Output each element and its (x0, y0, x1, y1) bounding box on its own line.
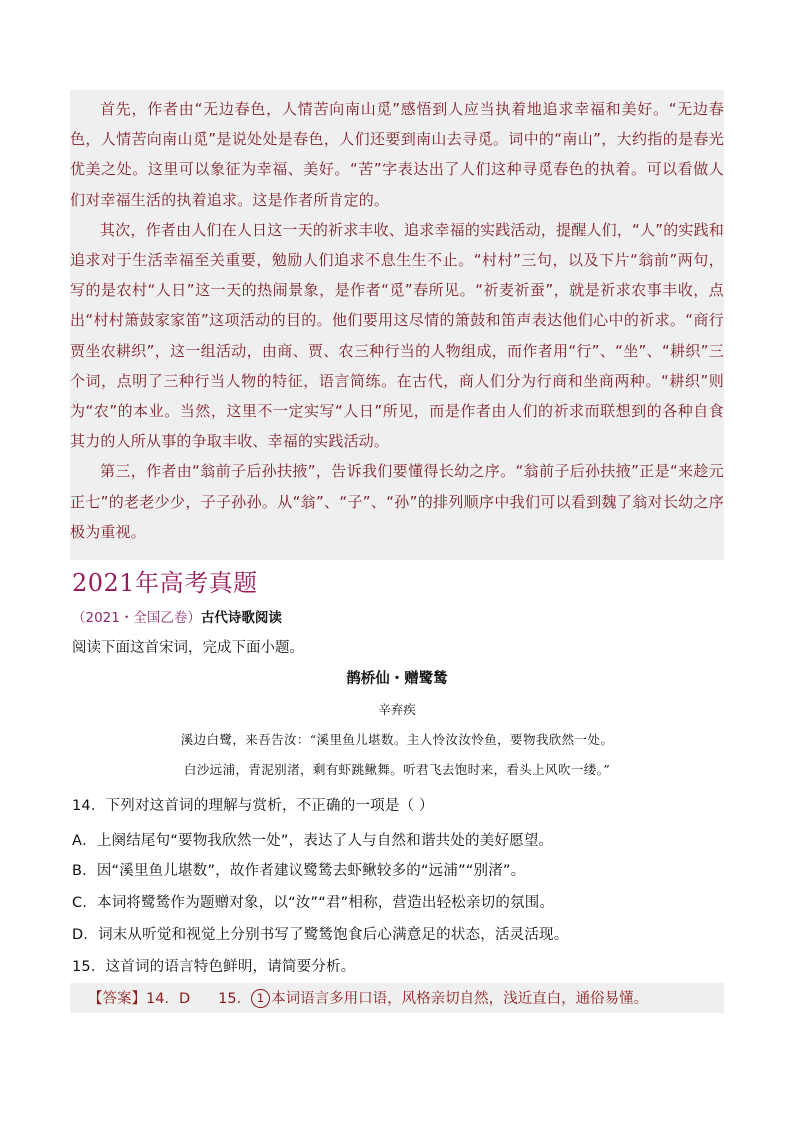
question-source-line (72, 606, 282, 626)
question-14-stem: 14．下列对这首词的理解与赏析，不正确的一项是（ ） (72, 798, 434, 814)
answer-box (70, 983, 724, 1013)
question-instruction: 阅读下面这首宋词，完成下面小题。 (72, 640, 304, 656)
answer-line (88, 987, 648, 1008)
poem-line-1: 溪边白鹭，来吾告汝：“溪里鱼儿堪数。主人怜汝汝怜鱼，要物我欣然一处。 (180, 732, 614, 747)
question-source: （2021・全国乙卷） (72, 610, 201, 626)
poem-line-2: 白沙远浦，青泥别渚，剩有虾跳鳅舞。听君飞去饱时来，看头上风吹一缕。” (183, 762, 611, 777)
poem-author: 辛弃疾 (378, 702, 416, 717)
question-15-stem: 15．这首词的语言特色鲜明，请简要分析。 (72, 959, 356, 975)
question-14-option-d: D．词末从听觉和视觉上分别书写了鹭鸶饱食后心满意足的状态，活灵活现。 (72, 927, 569, 943)
analysis-paragraph-3: 第三，作者由“翁前子后孙扶掖”，告诉我们要懂得长幼之序。“翁前子后孙扶掖”正是“来趁元正七”的老老少少，子子孙孙。从“翁”、“子”、“孙”的排列顺序中我们可以看到魏了翁对长幼之序极为重视。 (70, 462, 724, 541)
analysis-paragraph-2: 其次，作者由人们在人日这一天的祈求丰收、追求幸福的实践活动，提醒人们，“人”的实践和追求对于生活幸福至关重要，勉励人们追求不息生生不止。“村村”三句，以及下片“翁前”两句，写的是农村“人日”这一天的热闹景象，是作者“觅”春所见。“祈麦祈蚕”，就是祈求农事丰收，点出“村村箫鼓家家笛”这项活动的目的。他们要用这尽情的箫鼓和笛声表达他们心中的祈求。“商行贾坐农耕织”，这一组活动，由商、贾、农三种行当的人物组成，而作者用“行”、“坐”、“耕织”三个词，点明了三种行当人物的特征，语言简练。在古代，商人们分为行商和坐商两种。“耕织”则为“农”的本业。当然，这里不一定实写“人日”所见，而是作者由人们的祈求而联想到的各种自食其力的人所从事的争取丰收、幸福的实践活动。 (70, 220, 724, 451)
question-14-option-b: B．因“溪里鱼儿堪数”，故作者建议鹭鸶去虾鳅较多的“远浦”“别渚”。 (72, 863, 526, 879)
question-type: 古代诗歌阅读 (200, 610, 282, 626)
answer-label: 【答案】14．D (88, 991, 191, 1007)
question-14-option-c: C．本词将鹭鸶作为题赠对象，以“汝”“君”相称，营造出轻松亲切的氛围。 (72, 895, 555, 911)
poem-title: 鹊桥仙・赠鹭鸶 (346, 671, 448, 687)
analysis-paragraph-1: 首先，作者由“无边春色，人情苦向南山觅”感悟到人应当执着地追求幸福和美好。“无边春色，人情苦向南山觅”是说处处是春色，人们还要到南山去寻觅。词中的“南山”，大约指的是春光优美之处。这里可以象征为幸福、美好。“苦”字表达出了人们这种寻觅春色的执着。可以看做人们对幸福生活的执着追求。这是作者所肯定的。 (70, 100, 724, 209)
answer-q15-label: 15． (218, 991, 252, 1007)
answer-text: 本词语言多用口语，风格亲切自然，浅近直白，通俗易懂。 (271, 991, 649, 1007)
question-14-option-a: A．上阕结尾句“要物我欣然一处”，表达了人与自然和谐共处的美好愿望。 (72, 833, 554, 849)
section-heading: 2021年高考真题 (72, 569, 258, 597)
circled-number-1: 1 (251, 989, 270, 1008)
analysis-block (70, 90, 724, 560)
